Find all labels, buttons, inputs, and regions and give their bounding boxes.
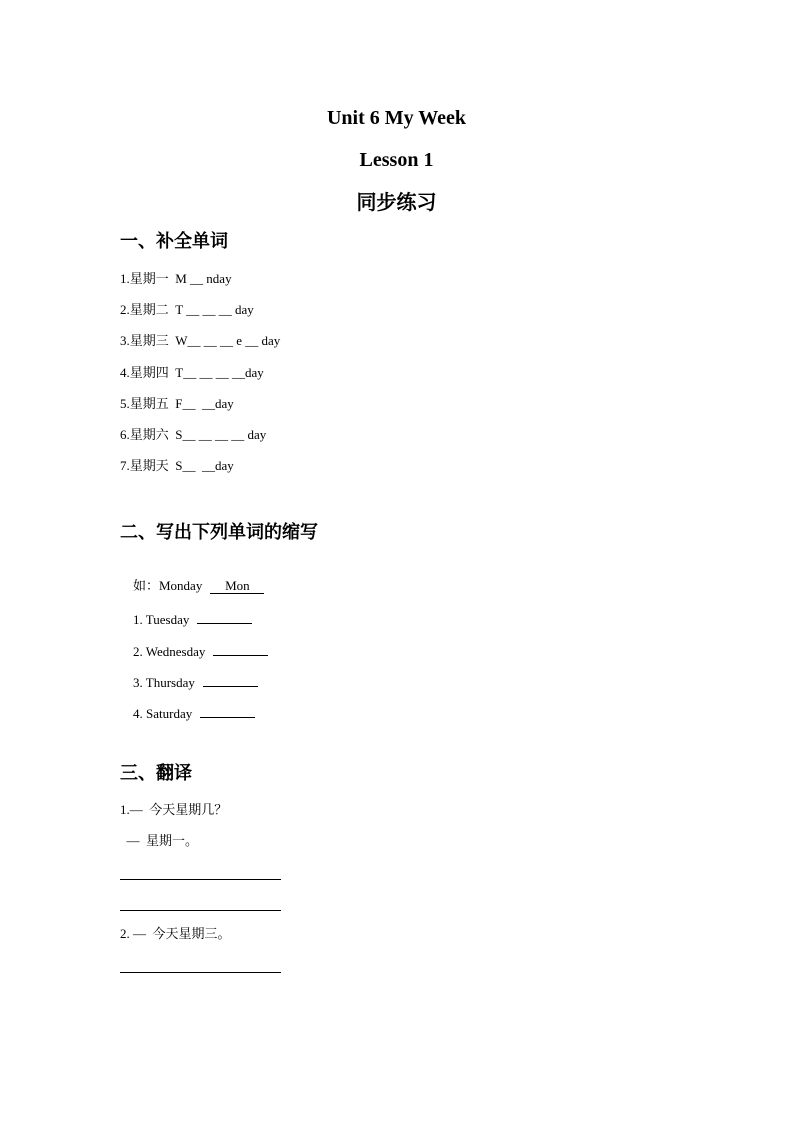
- section1-item-1: 1.星期一 M __ nday: [120, 271, 232, 286]
- section2-item-4-word: 4. Saturday: [133, 706, 193, 721]
- answer-line[interactable]: [120, 879, 281, 880]
- section1-item-5: 5.星期五 F__ __day: [120, 396, 234, 411]
- section2-example-word: 如：Monday: [133, 578, 203, 593]
- section1-item-2: 2.星期二 T __ __ __ day: [120, 302, 254, 317]
- practice-title: 同步练习: [356, 190, 437, 214]
- section2-heading: 二、写出下列单词的缩写: [120, 522, 318, 543]
- section2-example-answer: Mon: [210, 579, 264, 594]
- section3-q2-prompt: 2. — 今天星期三。: [120, 926, 231, 941]
- section1-heading: 一、补全单词: [120, 231, 228, 252]
- section1-item-6: 6.星期六 S__ __ __ __ day: [120, 427, 267, 442]
- section2-item-2-word: 2. Wednesday: [133, 644, 206, 659]
- section2-item-3-word: 3. Thursday: [133, 675, 195, 690]
- answer-blank[interactable]: [213, 641, 268, 656]
- section3-q1-prompt: 1.— 今天星期几？: [120, 802, 228, 817]
- answer-line[interactable]: [120, 910, 281, 911]
- section2-item-4: [120, 687, 255, 738]
- section1-item-7: 7.星期天 S__ __day: [120, 458, 234, 473]
- lesson-title: Lesson 1: [359, 149, 434, 171]
- answer-line[interactable]: [120, 972, 281, 973]
- answer-blank[interactable]: [197, 609, 252, 624]
- section2-item-1-word: 1. Tuesday: [133, 612, 190, 627]
- answer-blank[interactable]: [203, 672, 258, 687]
- answer-blank[interactable]: [200, 703, 255, 718]
- unit-title: Unit 6 My Week: [326, 107, 467, 129]
- section1-item-4: 4.星期四 T__ __ __ __day: [120, 365, 264, 380]
- section3-heading: 三、翻译: [120, 763, 192, 784]
- section3-q1-reply: — 星期一。: [120, 833, 199, 848]
- section1-item-3: 3.星期三 W__ __ __ e __ day: [120, 333, 281, 348]
